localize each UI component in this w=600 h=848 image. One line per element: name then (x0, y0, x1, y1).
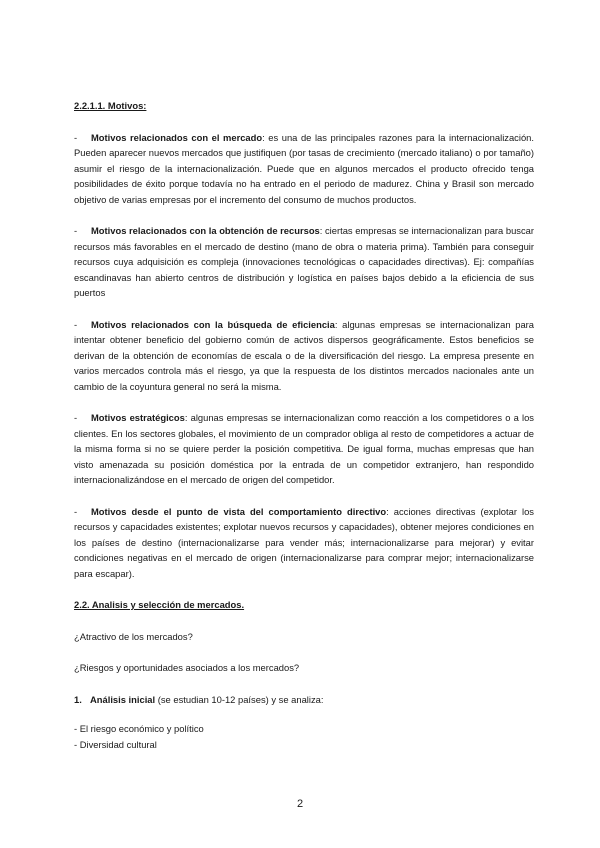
bullet-dash: - (74, 505, 78, 517)
section-heading-analisis: 2.2. Analisis y selección de mercados. (74, 599, 245, 610)
bullet-text: : algunas empresas se internacionalizan como reacción a los competidores o a los clientes. En los sectores globales, el movimiento de un comprador obliga al resto de competidores a actuar de la misma forma si no se quiere perder la posición competitiva. De igual forma, muchas empresas que han visto amenazada su posición doméstica por la entrada de un competidor extranjero, han respondido internacionalizándose en el mercado de origen del competidor. (74, 412, 534, 485)
bullet-paragraph (74, 410, 534, 488)
question-riesgos: ¿Riesgos y oportunidades asociados a los mercados? (74, 662, 300, 673)
question-atractivo: ¿Atractivo de los mercados? (74, 630, 193, 642)
bullet-label: Motivos relacionados con la obtención de recursos (91, 225, 320, 236)
list-item: - El riesgo económico y político (74, 723, 204, 734)
list-item: - Diversidad cultural (74, 738, 157, 750)
page-number: 2 (296, 798, 304, 810)
item-text: (se estudian 10-12 países) y se analiza: (155, 693, 324, 705)
bullet-text: : es una de las principales razones para la internacionalización. Pueden aparecer nuevos mercados que justifiquen (por tasas de crecimiento (mercado italiano) o por tamaño) asumir el riesgo de la internacionalización. Puede que en algunos mercados el producto ofrecido tenga posibilidades de éxito porque todavía no ha entrado en el periodo de madurez. China y Brasil son mercado objetivo de varias empresas por el incremento del consumo de muchos productos. (74, 131, 534, 205)
bullet-label: Motivos relacionados con el mercado (91, 131, 263, 143)
item-label: Análisis inicial (90, 693, 156, 705)
bullet-dash: - (74, 412, 78, 423)
bullet-text: : algunas empresas se internacionalizan para intentar obtener beneficio del gobierno común de activos dispersos geográficamente. Estos beneficios se derivan de la obtención de economías de escala o de la diversificación del riesgo. La empresa presente en varios mercados controla más el riesgo, ya que la respuesta de los distintos mercados nacionales ante un cambio de la coyuntura general no será la misma. (74, 318, 534, 392)
section-heading-motivos: 2.2.1.1. Motivos: (74, 100, 147, 111)
bullet-label: Motivos estratégicos (91, 412, 185, 423)
bullet-text: : ciertas empresas se internacionalizan para buscar recursos más favorables en el mercado de destino (mano de obra o materia prima). También para conseguir recursos cuya adquisición es compleja (innovaciones tecnológicas o capacidades directivas). Ej: compañías escandinavas han abierto centros de distribución y logística en países bajos debido a la eficiencia de sus puertos (74, 225, 534, 298)
bullet-paragraph (74, 223, 534, 301)
bullet-paragraph (74, 317, 534, 395)
bullet-dash: - (74, 131, 78, 143)
bullet-paragraph (74, 504, 534, 582)
bullet-dash: - (74, 318, 78, 330)
bullet-dash: - (74, 225, 78, 236)
bullet-paragraph (74, 130, 534, 208)
bullet-text: : acciones directivas (explotar los recursos y capacidades existentes; explotar nuevos recursos y capacidades), obtener mejores condiciones en los países de destino (internacionalizarse para vender más; internacionalizarse para mejorar) y evitar condiciones negativas en el mercado de origen (internacionalizarse para comprar mejor; internacionalizarse para escapar). (74, 505, 534, 579)
item-number: 1. (74, 693, 82, 705)
numbered-item (74, 692, 534, 708)
bullet-label: Motivos relacionados con la búsqueda de eficiencia (91, 318, 335, 330)
bullet-label: Motivos desde el punto de vista del comportamiento directivo (91, 505, 387, 517)
document-body (74, 98, 534, 752)
